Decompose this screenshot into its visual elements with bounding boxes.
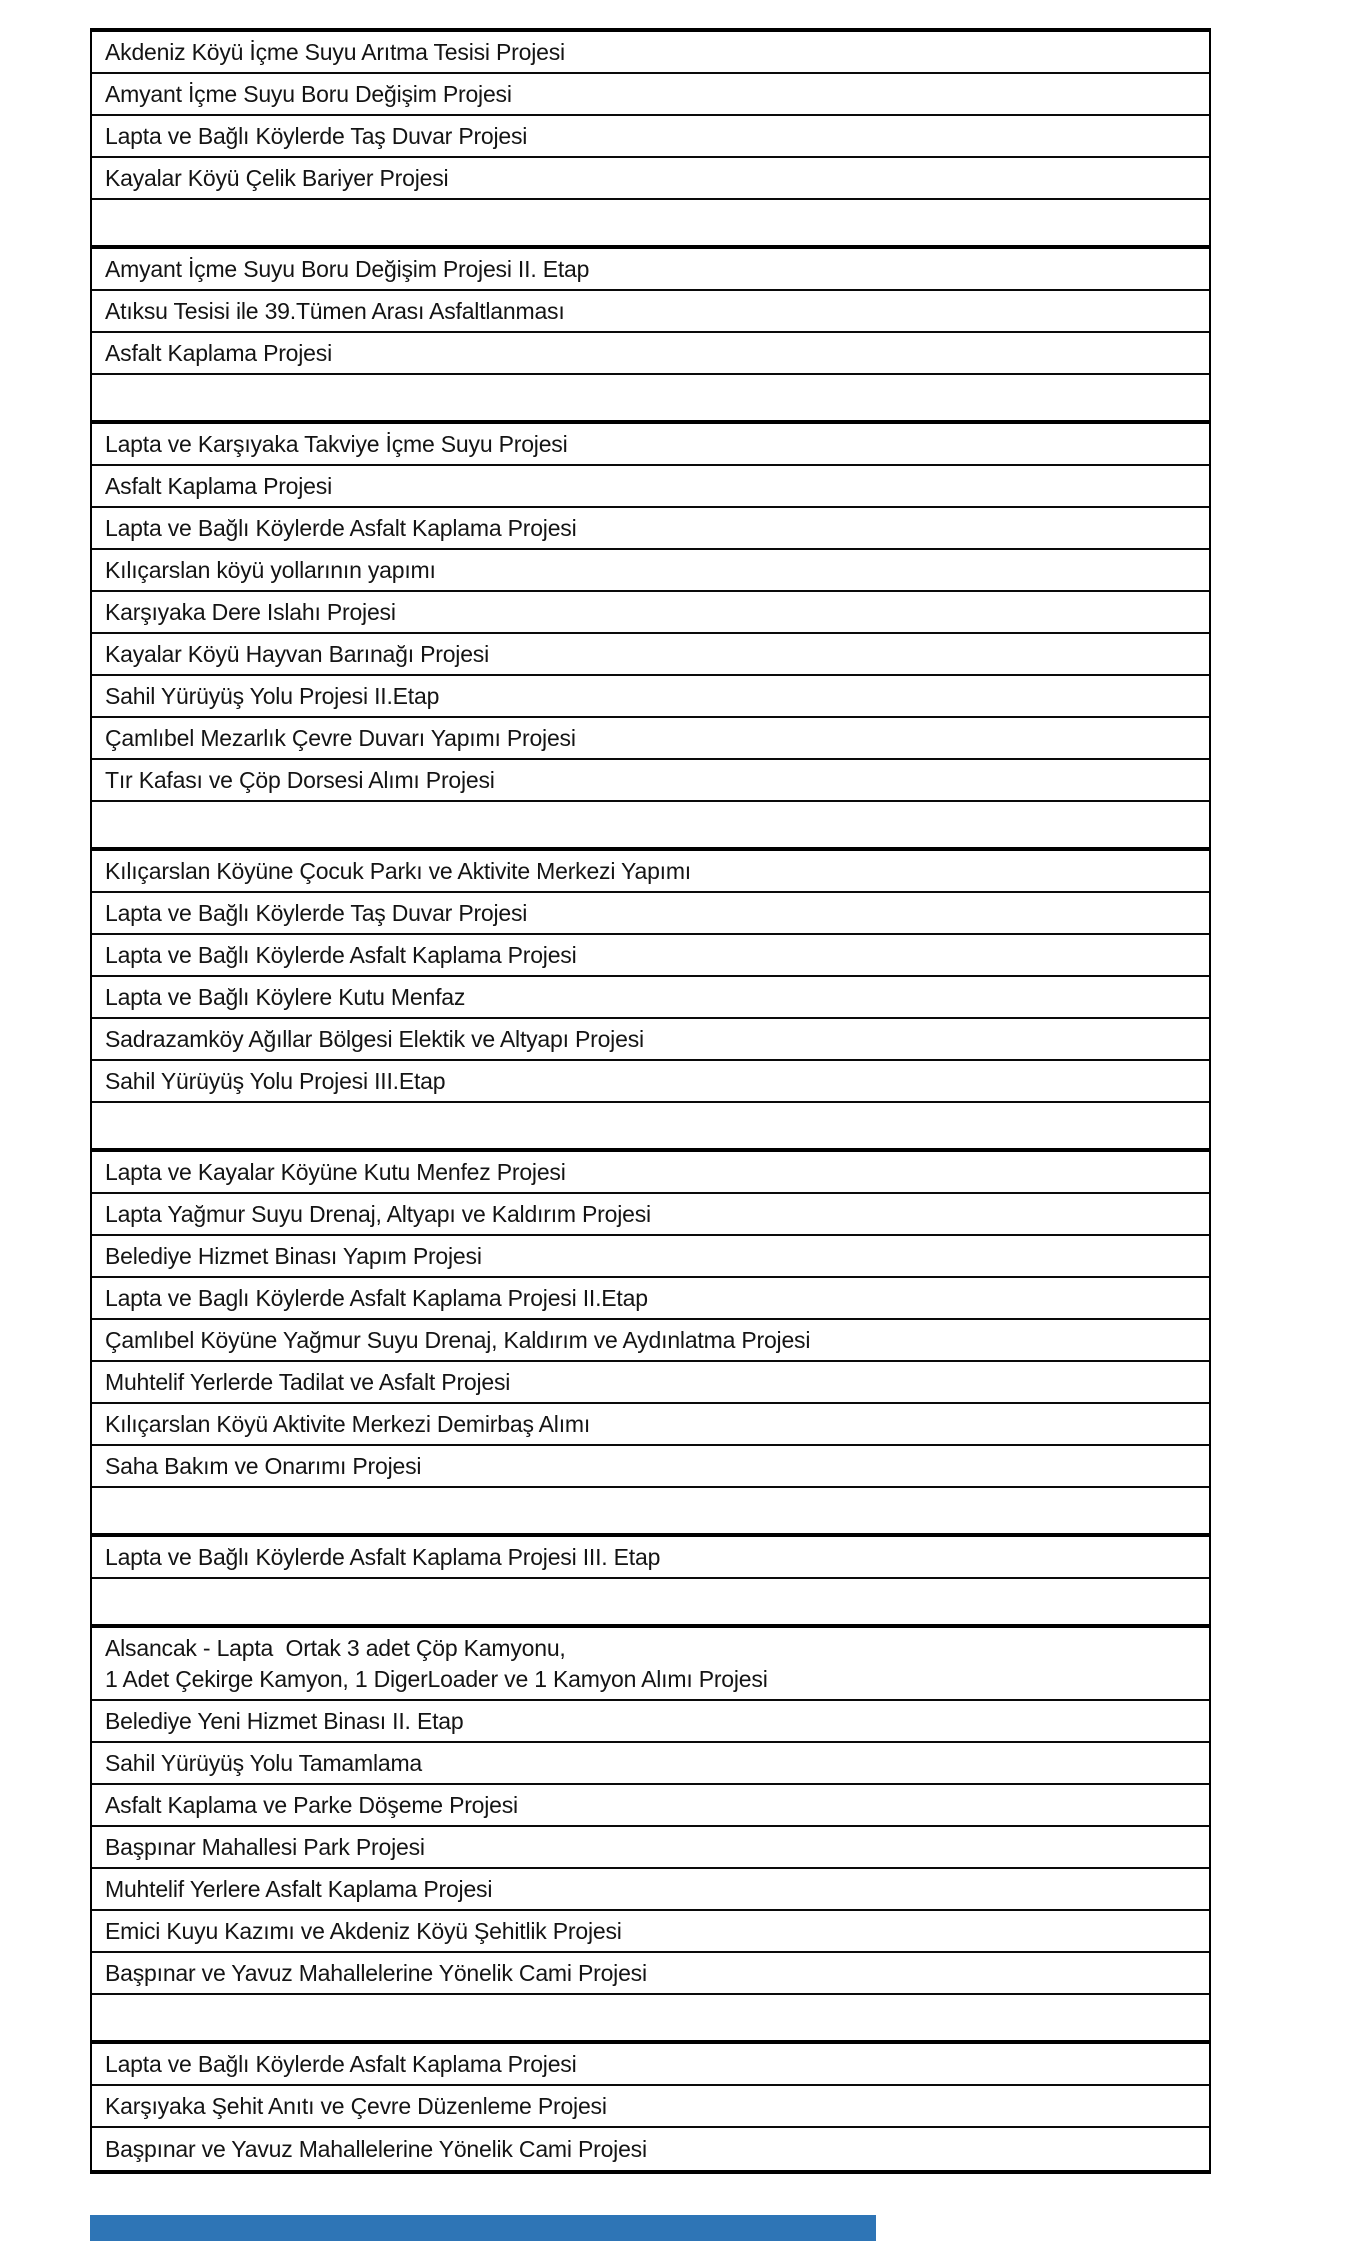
project-name: Lapta Yağmur Suyu Drenaj, Altyapı ve Kaldırım Projesi: [105, 1200, 651, 1227]
project-name: Kayalar Köyü Çelik Bariyer Projesi: [105, 164, 449, 191]
project-name: 1 Adet Çekirge Kamyon, 1 DigerLoader ve 1 Kamyon Alımı Projesi: [105, 1665, 768, 1692]
project-name: Başpınar ve Yavuz Mahallelerine Yönelik Cami Projesi: [105, 2135, 647, 2162]
project-name: Amyant İçme Suyu Boru Değişim Projesi: [105, 80, 512, 107]
table-row[interactable]: [92, 333, 1209, 375]
section-gap: [92, 1995, 1209, 2040]
project-name: Lapta ve Bağlı Köylerde Asfalt Kaplama Projesi: [105, 2050, 577, 2077]
project-name: Tır Kafası ve Çöp Dorsesi Alımı Projesi: [105, 766, 495, 793]
table-section: [90, 245, 1211, 420]
project-name: Lapta ve Karşıyaka Takviye İçme Suyu Projesi: [105, 430, 568, 457]
table-row[interactable]: [92, 851, 1209, 893]
project-name: Alsancak - Lapta Ortak 3 adet Çöp Kamyonu,: [105, 1634, 566, 1661]
table-row[interactable]: [92, 1446, 1209, 1488]
project-name: Muhtelif Yerlere Asfalt Kaplama Projesi: [105, 1875, 493, 1902]
table-row[interactable]: [92, 935, 1209, 977]
table-row[interactable]: [92, 466, 1209, 508]
table-row[interactable]: [92, 1827, 1209, 1869]
project-name: Lapta ve Baglı Köylerde Asfalt Kaplama Projesi II.Etap: [105, 1284, 648, 1311]
table-row[interactable]: [92, 1152, 1209, 1194]
project-name: Lapta ve Bağlı Köylerde Taş Duvar Projesi: [105, 122, 528, 149]
table-section: [90, 28, 1211, 245]
table-section: [90, 420, 1211, 847]
project-name: Belediye Yeni Hizmet Binası II. Etap: [105, 1707, 464, 1734]
table-section: [90, 1624, 1211, 2040]
table-row[interactable]: [92, 1061, 1209, 1103]
project-name: Başpınar Mahallesi Park Projesi: [105, 1833, 425, 1860]
project-name: Lapta ve Bağlı Köylerde Taş Duvar Projesi: [105, 899, 528, 926]
project-name: Karşıyaka Şehit Anıtı ve Çevre Düzenleme Projesi: [105, 2092, 607, 2119]
table-row[interactable]: [92, 2044, 1209, 2086]
section-gap: [92, 200, 1209, 245]
project-name: Asfalt Kaplama Projesi: [105, 472, 332, 499]
section-gap: [92, 1579, 1209, 1624]
table-row[interactable]: [92, 424, 1209, 466]
table-row[interactable]: [92, 634, 1209, 676]
project-name: Çamlıbel Köyüne Yağmur Suyu Drenaj, Kaldırım ve Aydınlatma Projesi: [105, 1326, 811, 1353]
table-row[interactable]: [92, 1362, 1209, 1404]
table-section: [90, 1533, 1211, 1624]
project-name: Sadrazamköy Ağıllar Bölgesi Elektik ve Altyapı Projesi: [105, 1025, 644, 1052]
table-row[interactable]: [92, 1953, 1209, 1995]
project-name: Atıksu Tesisi ile 39.Tümen Arası Asfaltlanması: [105, 297, 565, 324]
project-name: Kılıçarslan köyü yollarının yapımı: [105, 556, 436, 583]
table-row[interactable]: [92, 2128, 1209, 2170]
table-row[interactable]: [92, 1194, 1209, 1236]
project-name: Lapta ve Bağlı Köylerde Asfalt Kaplama Projesi III. Etap: [105, 1543, 661, 1570]
table-row[interactable]: [92, 116, 1209, 158]
table-row[interactable]: [92, 893, 1209, 935]
table-row[interactable]: [92, 977, 1209, 1019]
project-name: Asfalt Kaplama Projesi: [105, 339, 332, 366]
table-row[interactable]: [92, 2086, 1209, 2128]
table-row[interactable]: [92, 1785, 1209, 1827]
project-name: Sahil Yürüyüş Yolu Tamamlama: [105, 1749, 423, 1776]
table-row[interactable]: [92, 74, 1209, 116]
project-name: Akdeniz Köyü İçme Suyu Arıtma Tesisi Projesi: [105, 38, 565, 65]
table-row[interactable]: [92, 1911, 1209, 1953]
project-name: Saha Bakım ve Onarımı Projesi: [105, 1452, 422, 1479]
project-name: Belediye Hizmet Binası Yapım Projesi: [105, 1242, 482, 1269]
table-row[interactable]: [92, 1537, 1209, 1579]
project-name: Kılıçarslan Köyü Aktivite Merkezi Demirbaş Alımı: [105, 1410, 591, 1437]
project-name: Lapta ve Bağlı Köylerde Asfalt Kaplama Projesi: [105, 514, 577, 541]
table-row[interactable]: [92, 592, 1209, 634]
section-gap: [92, 1488, 1209, 1533]
table-section: [90, 847, 1211, 1148]
project-name: Kılıçarslan Köyüne Çocuk Parkı ve Aktivite Merkezi Yapımı: [105, 857, 691, 884]
project-name: Sahil Yürüyüş Yolu Projesi II.Etap: [105, 682, 440, 709]
bottom-blue-bar: [90, 2215, 876, 2241]
table-row[interactable]: [92, 508, 1209, 550]
table-row[interactable]: [92, 1278, 1209, 1320]
project-name: Başpınar ve Yavuz Mahallelerine Yönelik Cami Projesi: [105, 1959, 647, 1986]
section-gap: [92, 802, 1209, 847]
project-name: Karşıyaka Dere Islahı Projesi: [105, 598, 396, 625]
project-name: Lapta ve Bağlı Köylere Kutu Menfaz: [105, 983, 466, 1010]
table-row[interactable]: [92, 718, 1209, 760]
table-row[interactable]: [92, 1701, 1209, 1743]
table-row[interactable]: [92, 760, 1209, 802]
table-row[interactable]: [92, 1236, 1209, 1278]
section-gap: [92, 375, 1209, 420]
table-row[interactable]: [92, 1019, 1209, 1061]
project-table: [90, 28, 1211, 2174]
project-name: Kayalar Köyü Hayvan Barınağı Projesi: [105, 640, 490, 667]
project-name: Çamlıbel Mezarlık Çevre Duvarı Yapımı Projesi: [105, 724, 576, 751]
project-name: Sahil Yürüyüş Yolu Projesi III.Etap: [105, 1067, 446, 1094]
table-section: [90, 2040, 1211, 2174]
table-row[interactable]: [92, 1320, 1209, 1362]
project-name: Muhtelif Yerlerde Tadilat ve Asfalt Projesi: [105, 1368, 511, 1395]
project-name: Lapta ve Bağlı Köylerde Asfalt Kaplama Projesi: [105, 941, 577, 968]
table-row[interactable]: [92, 249, 1209, 291]
table-row[interactable]: [92, 32, 1209, 74]
table-row[interactable]: [92, 550, 1209, 592]
project-name: Lapta ve Kayalar Köyüne Kutu Menfez Projesi: [105, 1158, 566, 1185]
table-row[interactable]: [92, 1869, 1209, 1911]
table-row[interactable]: [92, 158, 1209, 200]
table-section: [90, 1148, 1211, 1533]
table-row[interactable]: [92, 1743, 1209, 1785]
project-name: Asfalt Kaplama ve Parke Döşeme Projesi: [105, 1791, 518, 1818]
table-row[interactable]: [92, 291, 1209, 333]
project-name: Emici Kuyu Kazımı ve Akdeniz Köyü Şehitlik Projesi: [105, 1917, 622, 1944]
table-row[interactable]: [92, 1628, 1209, 1701]
table-row[interactable]: [92, 676, 1209, 718]
project-name: Amyant İçme Suyu Boru Değişim Projesi II. Etap: [105, 255, 590, 282]
table-row[interactable]: [92, 1404, 1209, 1446]
section-gap: [92, 1103, 1209, 1148]
